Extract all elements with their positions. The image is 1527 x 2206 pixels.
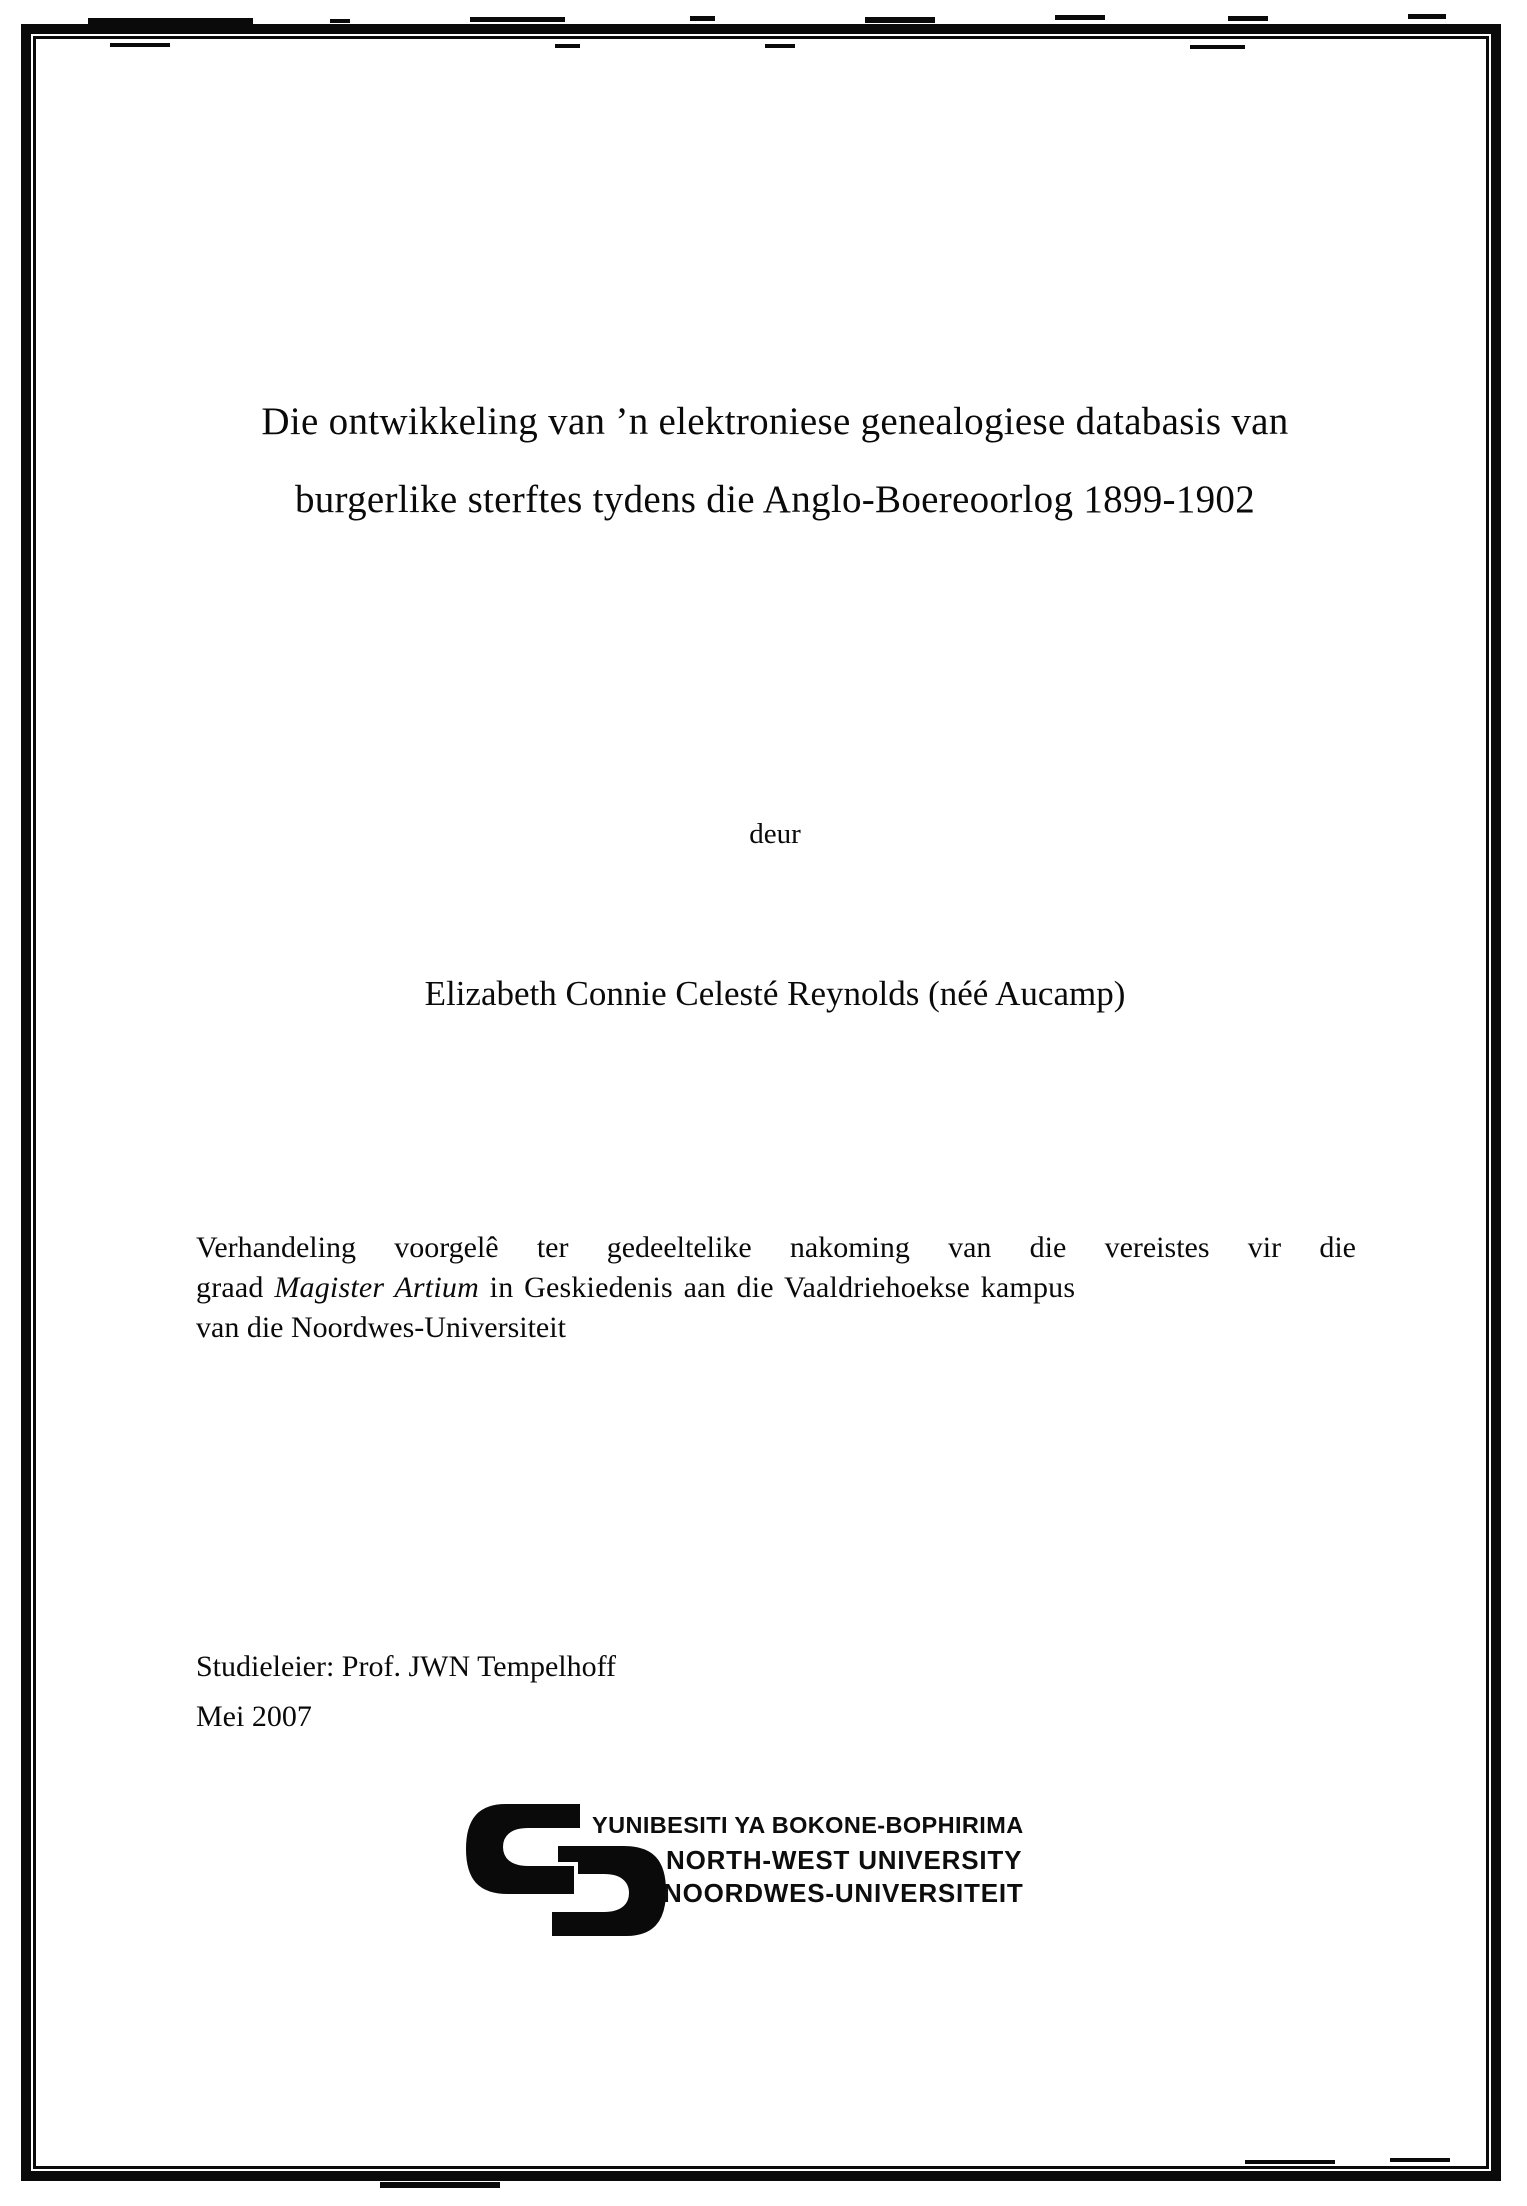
thesis-title-line1: Die ontwikkeling van ’n elektroniese genealogiese databasis van — [261, 400, 1289, 443]
degree-title-italic: Magister Artium — [274, 1271, 479, 1304]
degree-statement-line2-pre: graad — [196, 1271, 275, 1304]
scan-artifact — [1055, 15, 1105, 20]
degree-statement-line3: van die Noordwes-Universiteit — [196, 1311, 566, 1344]
nwu-logo-name-afrikaans: NOORDWES-UNIVERSITEIT — [663, 1878, 1024, 1908]
date-line: Mei 2007 — [196, 1700, 312, 1733]
thesis-title-line2: burgerlike sterftes tydens die Anglo-Boereoorlog 1899-1902 — [294, 478, 1256, 521]
degree-statement-line2 — [196, 1268, 1356, 1308]
scan-artifact — [1408, 14, 1446, 19]
nwu-logo-name-setswana: YUNIBESITI YA BOKONE-BOPHIRIMA — [592, 1812, 1024, 1838]
scan-artifact — [865, 17, 935, 23]
scan-artifact — [380, 2182, 500, 2188]
scan-artifact — [690, 16, 715, 21]
byline-deur: deur — [749, 818, 801, 850]
supervisor-line: Studieleier: Prof. JWN Tempelhoff — [196, 1650, 617, 1683]
nwu-logo-name-english: NORTH-WEST UNIVERSITY — [666, 1845, 1023, 1875]
scan-artifact — [470, 17, 565, 22]
thesis-title — [190, 383, 1360, 539]
scan-artifact — [330, 19, 350, 23]
degree-statement-line1: Verhandeling voorgelê ter gedeeltelike nakoming van die vereistes vir die — [196, 1231, 1356, 1264]
author-name: Elizabeth Connie Celesté Reynolds (néé Aucamp) — [424, 974, 1126, 1013]
degree-statement — [196, 1228, 1356, 1348]
scan-artifact — [1228, 16, 1268, 21]
degree-statement-line2-post: in Geskiedenis aan die Vaaldriehoekse kampus — [478, 1271, 1076, 1304]
